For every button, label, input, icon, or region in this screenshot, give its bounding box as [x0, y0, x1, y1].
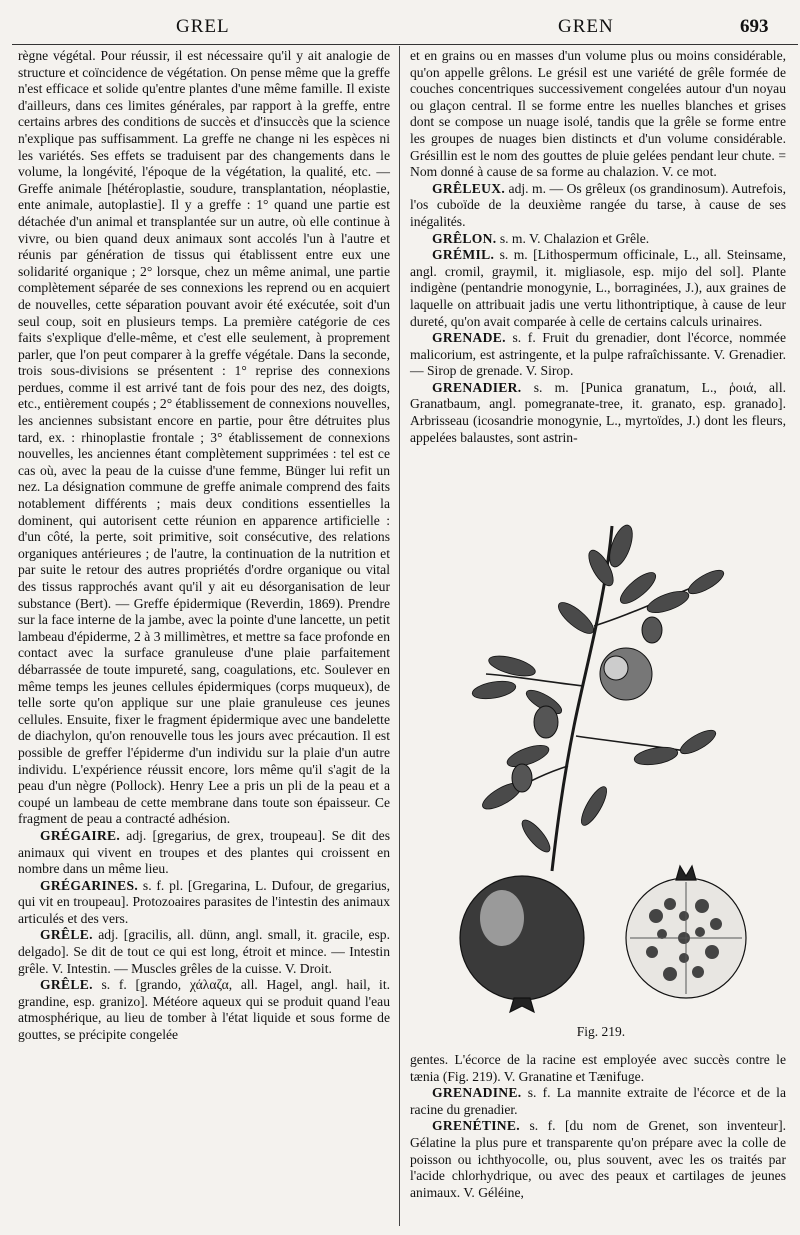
- greffe-continuation: règne végétal. Pour réussir, il est nécessaire qu'il y ait analogie de structure et coïncidence de végétation. On pense même que la greffe n'est efficace et solide qu'entre plantes d'une même famille. Il existe d'ailleurs, dans ces limites générales, par rapport à la greffe, entre certains arbres des conditions de succès et d'insuccès que la science n'explique pas suffisamment. La greffe ne change ni les espèces ni les variétés. Ses effets se traduisent par des changements dans le volume, la longévité, l'époque de la végétation, la qualité, etc. — Greffe animale [hétéroplastie, soudure, transplantation, néoplastie, ente animale, autoplastie]. Il y a greffe : 1° quand une partie est détachée d'un animal et transplantée sur un autre, où elle continue à vivre, ou bien quand deux animaux sont accolés l'un à l'autre et réunis par génération de tissus qui établissent entre eux une solidarité organique ; 2° lorsque, chez un même animal, une partie complètement séparée de ses connexions les reprend ou en acquiert de nouvelles, cette séparation pouvant avoir été exécutée, soit d'un seul coup, soit en plusieurs temps. La première catégorie de ces faits s'explique d'elle-même, et c'est elle seulement, à proprement parler, que l'on peut comparer à la greffe végétale. Dans la seconde, trois sous-divisions se présentent : 1° reprise des connexions perdues, comme il est arrivé tant de fois pour des nez, des doigts, etc., entièrement coupés ; 2° établissement de connexions nouvelles, les anciennes subsistant encore en partie, pour être détruites plus tard, ex. : rhinoplastie frontale ; 3° établissement de connexions nouvelles, les anciennes étant complètement supprimées : tel est ce cas où, avec la peau de la cuisse d'une femme, Bünger lui refit un nez. La désignation commune de greffe animale comprend des faits notablement différents ; mais deux conditions essentielles la dominent, qui autorisent cette réunion en apparence artificielle : d'un côté, la perte, soit primitive, soit consécutive, des relations organiques antérieures ; de l'autre, la continuation de la nutrition et par suite le retour des autres propriétés d'ordre organique ou vital des tissus rapprochés avant qu'il y ait eu désorganisation de leur substance (Bert). — Greffe épidermique (Reverdin, 1869). Prendre sur la face interne de la jambe, avec la pointe d'une lancette, un petit lambeau d'épiderme, 2 à 3 millimètres, et mettre sa face profonde en contact avec la surface granuleuse d'une plaie parfaitement débarrassée de toute impureté, sang, coagulations, etc. Soulever en même temps les jeunes cellules épidermiques (corps muqueux), de telle sorte qu'on applique sur une plaie granuleuse ces jeunes cellules. Ensuite, fixer le fragment épidermique avec une bandelette de diachylon, qu'on renouvelle tous les jours avec précaution. Il est possible de greffer l'épiderme d'un individu sur la plaie d'un autre individu. L'expérience réussit encore, lors même qu'il s'agit de la peau d'un nègre (Pollock). Henry Lee a pris un pli de la peau et a coupé un lambeau de cette membrane dans toute son épaisseur. Ce fragment de peau a contracté adhésion.: [18, 48, 390, 827]
- headword: GRÉGARINES.: [40, 877, 139, 893]
- headword: GRÊLON.: [432, 230, 497, 246]
- entry-gregaire: [18, 828, 390, 878]
- column-divider: [399, 46, 400, 1226]
- entry-grele-adj: [18, 927, 390, 977]
- entry-grenetine: [410, 1118, 786, 1201]
- grele-continuation: et en grains ou en masses d'un volume plus ou moins considérable, qu'on appelle grêlons. Le grésil est une variété de grêle formée de couches concentriques successivement congelées autour d'un noyau ou glaçon central. Il se forme entre les nuelles blanches et grises dont se compose un nuage isolé, tandis que la grêle se forme entre les groupes de nuages bien distincts et d'un volume considérable. Grésillin est le nom des gouttes de pluie gelées pendant leur chute. = Nom donné à cause de sa forme au chalazion. V. ce mot.: [410, 48, 786, 180]
- definition: s. m. V. Chalazion et Grêle.: [496, 230, 650, 246]
- headword: GRENADINE.: [432, 1085, 522, 1101]
- header-left-word: GREL: [176, 16, 230, 37]
- entry-greleux: [410, 181, 786, 231]
- entry-grenadine: [410, 1085, 786, 1118]
- definition: s. f. [du nom de Grenet, son inventeur]. Gélatine la plus pure et transparente qu'on prépare avec la colle de poisson ou ichthyocolle, ou, plus souvent, avec les os traités par l'acide chlorhydrique, ou avec des peaux et cartilages de jeunes animaux. V. Géléine,: [410, 1118, 786, 1200]
- entry-grenade: [410, 330, 786, 380]
- headword: GRENADE.: [432, 330, 506, 346]
- figure-caption: Fig. 219.: [576, 1024, 626, 1039]
- headword: GRÊLE.: [40, 977, 93, 993]
- entry-gregarines: [18, 878, 390, 928]
- entry-grenadier: [410, 380, 786, 446]
- headword: GRÉMIL.: [432, 247, 495, 263]
- header-right-word: GREN: [558, 16, 614, 37]
- headword: GRENADIER.: [432, 379, 522, 395]
- definition: s. m. [Punica granatum, L., ῥοιά, all. Granatbaum, angl. pomegranate-tree, it. granato, esp. granado]. Arbrisseau (icosandrie monogynie, L., myrtoïdes, J.) dont les fleurs, appelées balaustes, sont astrin-: [410, 379, 786, 445]
- grenadier-continuation: gentes. L'écorce de la racine est employée avec succès contre le tænia (Fig. 219). V. Granatine et Tænifuge.: [410, 1052, 786, 1084]
- headword: GRENÉTINE.: [432, 1118, 520, 1134]
- pomegranate-figure: [416, 506, 786, 1046]
- definition: adj. m. — Os grêleux (os grandinosum). Autrefois, l'os cuboïde de la deuxième rangée du tarse, à cause de ses inégalités.: [410, 180, 786, 229]
- right-column-top: [410, 48, 786, 446]
- left-column: [18, 48, 390, 1044]
- definition: s. f. La mannite extraite de l'écorce et de la racine du grenadier.: [410, 1085, 786, 1117]
- definition: s. f. [grando, χάλαζα, all. Hagel, angl. hail, it. grandine, esp. granizo]. Météore aqueux qui se produit quand l'eau atmosphérique, au lieu de tomber à l'état liquide et sous forme de gouttes, se précipite congelée: [18, 977, 390, 1043]
- entry-grelon: [410, 231, 786, 248]
- headword: GRÉGAIRE.: [40, 827, 121, 843]
- entry-grele-noun: [18, 977, 390, 1043]
- definition: s. m. [Lithospermum officinale, L., all. Steinsame, angl. cromil, graymil, it. migliasole, esp. mijo del sol]. Plante indigène (pentandrie monogynie, L., borraginées, J.), aux graines de laquelle on attribuait jadis une vertu lithontriptique, à cause de leur dureté, qu'on avait comparée à celle de certains calculs urinaires.: [410, 247, 786, 329]
- definition: adj. [gracilis, all. dünn, angl. small, it. gracile, esp. delgado]. Se dit de tout ce qui est long, étroit et mince. — Intestin grêle. V. Intestin. — Muscles grêles de la cuisse. V. Droit.: [18, 927, 390, 976]
- running-header: [0, 16, 800, 42]
- definition: adj. [gregarius, de grex, troupeau]. Se dit des animaux qui vivent en troupes et des plantes qui croissent en nombre dans un même lieu.: [18, 827, 390, 877]
- definition: s. f. pl. [Gregarina, L. Dufour, de gregarius, qui vit en troupeau]. Protozoaires parasites de l'intestin des animaux articulés et des vers.: [18, 877, 390, 926]
- pomegranate-illustration: [416, 506, 786, 1018]
- entry-gremil: [410, 247, 786, 330]
- page-number: 693: [740, 16, 769, 37]
- headword: GRÊLEUX.: [432, 180, 506, 196]
- header-rule: [12, 44, 798, 45]
- headword: GRÊLE.: [40, 927, 93, 943]
- right-column-bottom: [410, 1052, 786, 1201]
- definition: s. f. Fruit du grenadier, dont l'écorce, nommée malicorium, est astringente, et la pulpe rafraîchissante. V. Grenadier. — Sirop de grenade. V. Sirop.: [410, 330, 786, 379]
